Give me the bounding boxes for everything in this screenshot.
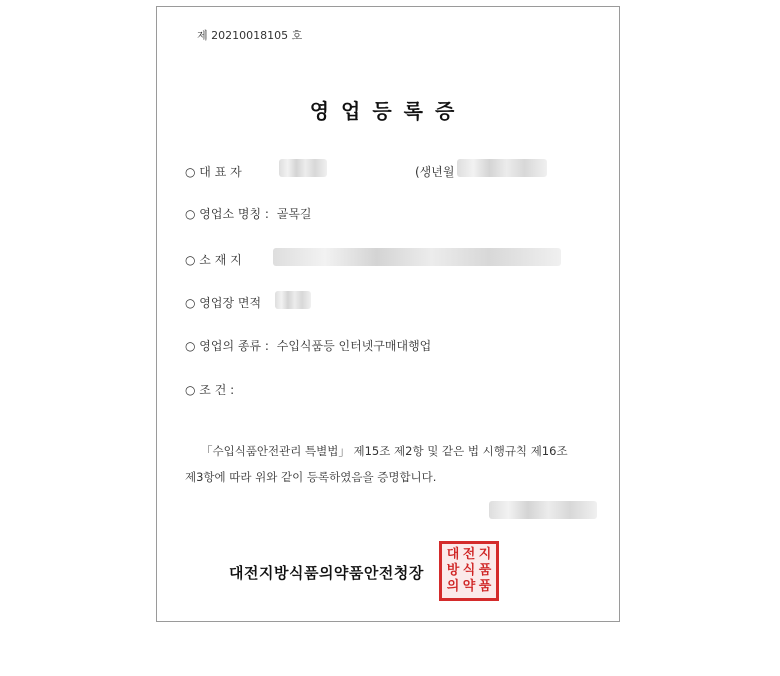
official-seal bbox=[439, 541, 499, 601]
statement-line-1: 「수입식품안전관리 특별법」 제15조 제2항 및 같은 법 시행규칙 제16조 bbox=[201, 444, 568, 458]
seal-char: 방 bbox=[446, 563, 460, 578]
business-name-value: 골목길 bbox=[276, 207, 312, 221]
location-label: ○ 소 재 지 bbox=[185, 253, 242, 267]
certificate-title: 영업등록증 bbox=[309, 99, 467, 123]
area-label: ○ 영업장 면적 bbox=[185, 296, 262, 310]
business-type-value: 수입식품등 인터넷구매대행업 bbox=[276, 339, 432, 353]
redacted-address bbox=[273, 248, 561, 266]
statement-line-2: 제3항에 따라 위와 같이 등록하였음을 증명합니다. bbox=[185, 470, 437, 484]
business-name-label bbox=[185, 205, 312, 222]
redacted-representative bbox=[279, 159, 327, 177]
business-type-label: ○ 영업의 종류 : bbox=[185, 339, 269, 353]
certificate-number: 제 20210018105 호 bbox=[197, 29, 303, 42]
seal-char: 지 bbox=[478, 547, 492, 562]
birth-label: (생년월 bbox=[415, 165, 455, 179]
certificate-document bbox=[156, 6, 620, 622]
redacted-birthdate bbox=[457, 159, 547, 177]
condition-label: ○ 조 건 : bbox=[185, 383, 235, 397]
issuing-agency: 대전지방식품의약품안전청장 bbox=[229, 564, 424, 582]
business-name-label-text: ○ 영업소 명칭 : bbox=[185, 207, 269, 221]
seal-characters bbox=[445, 547, 493, 595]
seal-char: 대 bbox=[446, 547, 460, 562]
seal-char: 전 bbox=[462, 547, 476, 562]
seal-char: 품 bbox=[478, 579, 492, 594]
seal-char: 약 bbox=[462, 579, 476, 594]
seal-char: 품 bbox=[478, 563, 492, 578]
business-type-row bbox=[185, 337, 431, 354]
seal-char: 식 bbox=[462, 563, 476, 578]
seal-char: 의 bbox=[446, 579, 460, 594]
redacted-date bbox=[489, 501, 597, 519]
representative-label: ○ 대 표 자 bbox=[185, 165, 242, 179]
statement-paragraph bbox=[185, 438, 597, 490]
redacted-area bbox=[275, 291, 311, 309]
